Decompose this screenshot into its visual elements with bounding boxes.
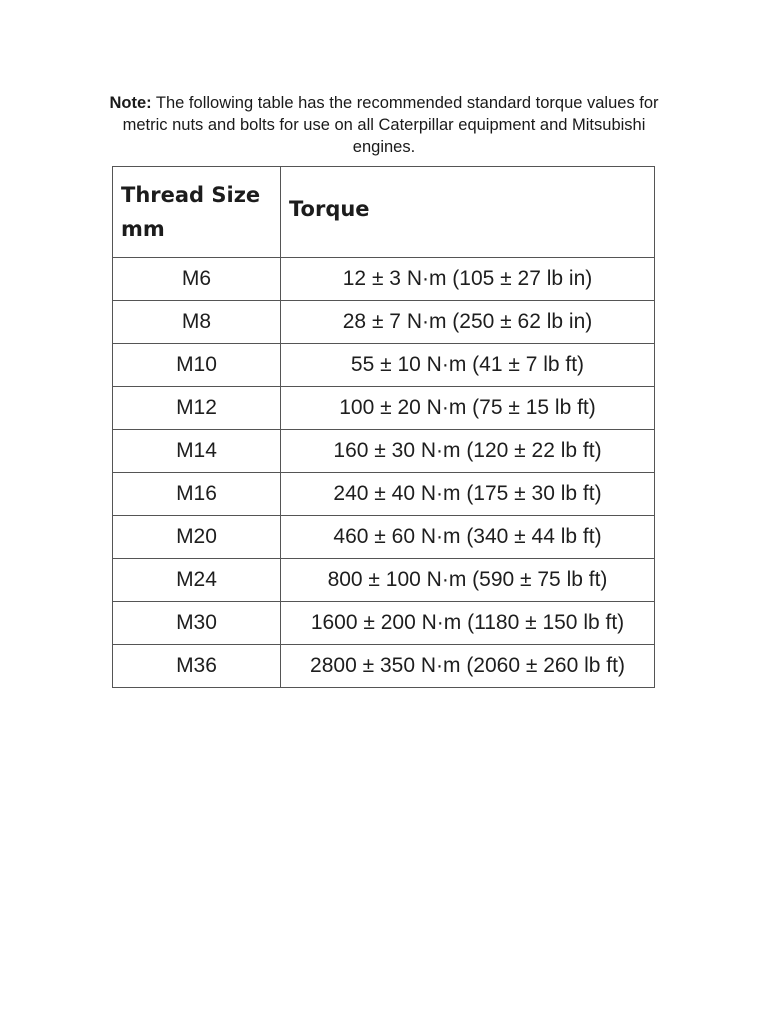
table-row <box>113 258 655 301</box>
cell-torque: 160 ± 30 N·m (120 ± 22 lb ft) <box>281 430 655 473</box>
note-paragraph <box>100 92 668 158</box>
cell-torque: 55 ± 10 N·m (41 ± 7 lb ft) <box>281 344 655 387</box>
cell-thread-size: M10 <box>113 344 281 387</box>
header-torque: Torque <box>281 167 655 258</box>
cell-thread-size: M24 <box>113 559 281 602</box>
table-row <box>113 387 655 430</box>
table-row <box>113 473 655 516</box>
cell-thread-size: M16 <box>113 473 281 516</box>
note-text: The following table has the recommended standard torque values for metric nuts and bolts for use on all Caterpillar equipment and Mitsubishi engines. <box>122 94 659 156</box>
cell-thread-size: M14 <box>113 430 281 473</box>
cell-thread-size: M12 <box>113 387 281 430</box>
table-row <box>113 344 655 387</box>
cell-torque: 460 ± 60 N·m (340 ± 44 lb ft) <box>281 516 655 559</box>
cell-torque: 800 ± 100 N·m (590 ± 75 lb ft) <box>281 559 655 602</box>
table-row <box>113 516 655 559</box>
cell-thread-size: M6 <box>113 258 281 301</box>
cell-torque: 1600 ± 200 N·m (1180 ± 150 lb ft) <box>281 602 655 645</box>
table-row <box>113 645 655 688</box>
table-row <box>113 430 655 473</box>
cell-torque: 100 ± 20 N·m (75 ± 15 lb ft) <box>281 387 655 430</box>
table-row <box>113 301 655 344</box>
cell-torque: 240 ± 40 N·m (175 ± 30 lb ft) <box>281 473 655 516</box>
cell-torque: 2800 ± 350 N·m (2060 ± 260 lb ft) <box>281 645 655 688</box>
header-thread-size: Thread Size mm <box>113 167 281 258</box>
cell-thread-size: M36 <box>113 645 281 688</box>
table-header-row <box>113 167 655 258</box>
table-row <box>113 602 655 645</box>
cell-thread-size: M8 <box>113 301 281 344</box>
cell-torque: 12 ± 3 N·m (105 ± 27 lb in) <box>281 258 655 301</box>
cell-torque: 28 ± 7 N·m (250 ± 62 lb in) <box>281 301 655 344</box>
note-label: Note: <box>109 94 152 112</box>
torque-table <box>112 166 655 688</box>
cell-thread-size: M30 <box>113 602 281 645</box>
cell-thread-size: M20 <box>113 516 281 559</box>
table-row <box>113 559 655 602</box>
